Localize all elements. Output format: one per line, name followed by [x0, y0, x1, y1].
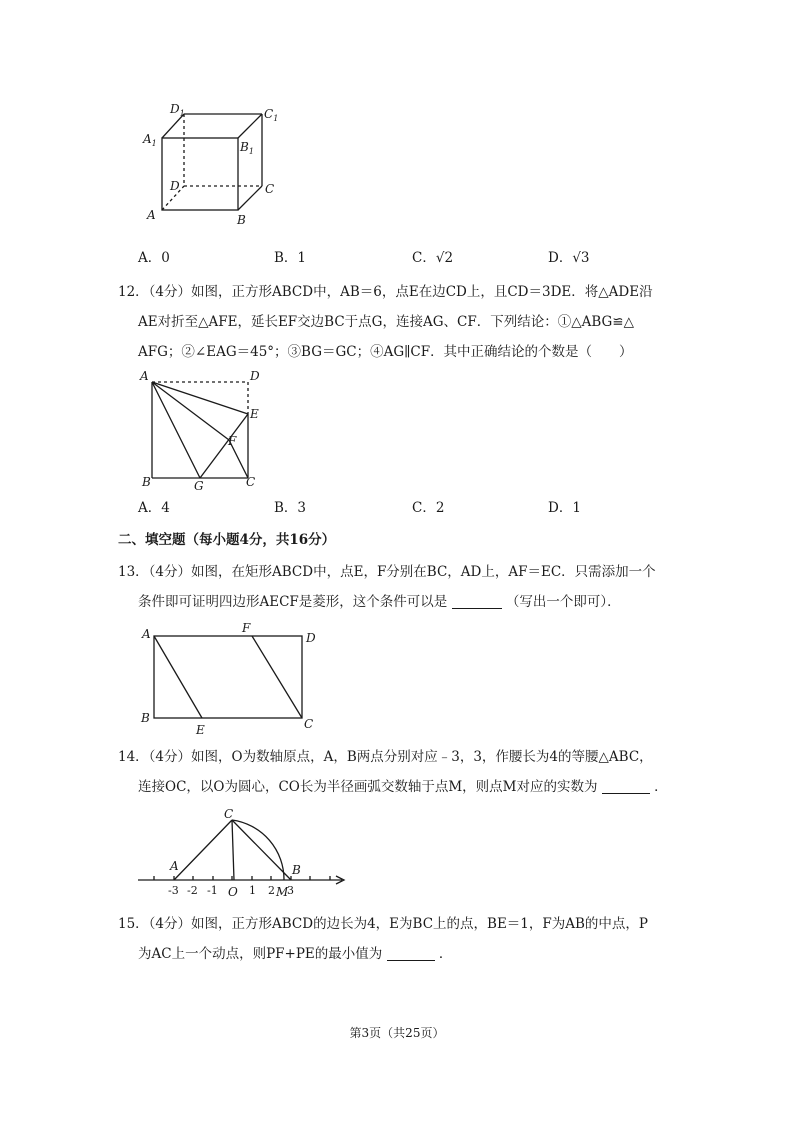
- rectangle-abcd: [154, 636, 302, 718]
- tick-label-minus-2: -2: [187, 884, 198, 897]
- q13-line-1: 13．（4分）如图，在矩形ABCD中，点E，F分别在BC，AD上，AF＝EC．只需添加一个: [118, 564, 656, 580]
- segment-ac: [174, 820, 232, 880]
- tick-label-2: 2: [268, 884, 275, 897]
- label-b: B: [141, 711, 150, 725]
- label-f: F: [242, 621, 251, 635]
- cube-edge-b1c1: [238, 114, 262, 138]
- label-e: E: [196, 723, 205, 737]
- q15-line-2-tail: ．: [438, 946, 453, 962]
- label-c: C: [265, 182, 275, 196]
- cube-edge-bc: [238, 186, 262, 210]
- page-footer: 第3页（共25页）: [349, 1026, 445, 1040]
- tick-label-minus-3: -3: [168, 884, 179, 897]
- label-a: A: [140, 369, 149, 383]
- q14-line-2-tail: ．: [654, 779, 668, 795]
- q12-option-c[interactable]: C．2: [412, 500, 445, 516]
- q13-line-2: [138, 592, 621, 612]
- q14-answer-blank[interactable]: [602, 793, 650, 794]
- label-c: C: [304, 717, 314, 731]
- label-f: F: [228, 434, 237, 448]
- q12-option-b[interactable]: B．3: [274, 500, 307, 516]
- cube-front-face: [162, 138, 238, 210]
- q13-line-2-text: 条件即可证明四边形AECF是菱形，这个条件可以是: [138, 594, 448, 610]
- q12-option-a[interactable]: A．4: [138, 500, 170, 516]
- label-d1: $D_1$: [170, 102, 185, 118]
- q12-line-2: AE对折至△AFE，延长EF交边BC于点G，连接AG、CF．下列结论：①△ABG≌△: [138, 314, 634, 330]
- section-2-heading: 二、填空题（每小题4分，共16分）: [118, 532, 336, 548]
- label-d: D: [170, 179, 180, 193]
- label-b1: $B_1$: [240, 140, 254, 156]
- q11-option-c[interactable]: C．√2: [412, 250, 454, 266]
- label-c1: $C_1$: [264, 107, 279, 123]
- q13-rectangle-figure: [136, 620, 326, 740]
- tick-label-3: 3: [287, 884, 294, 897]
- segment-cb: [232, 820, 291, 880]
- label-d: D: [250, 369, 260, 383]
- q11-option-d[interactable]: D．√3: [548, 250, 590, 266]
- label-o: O: [228, 885, 238, 899]
- q12-option-d[interactable]: D．1: [548, 500, 581, 516]
- q13-answer-blank[interactable]: [452, 608, 502, 609]
- arc-cm: [232, 820, 284, 880]
- segment-af: [152, 382, 229, 440]
- q15-answer-blank[interactable]: [387, 960, 435, 961]
- label-a: A: [147, 208, 156, 222]
- tick-label-1: 1: [249, 884, 256, 897]
- label-b: B: [237, 213, 246, 227]
- q12-line-3: AFG；②∠EAG＝45°；③BG＝GC；④AG∥CF．其中正确结论的个数是（ ）: [138, 344, 633, 360]
- segment-ae: [154, 636, 202, 718]
- q13-line-2-tail: （写出一个即可）．: [505, 594, 621, 610]
- q12-line-1: 12．（4分）如图，正方形ABCD中，AB＝6，点E在边CD上，且CD＝3DE．将△ADE沿: [118, 284, 653, 300]
- label-g: G: [194, 479, 204, 492]
- q15-line-2: [138, 944, 452, 964]
- q11-option-b[interactable]: B．1: [274, 250, 307, 266]
- label-c: C: [224, 807, 234, 821]
- segment-oc: [232, 820, 234, 880]
- segment-ag: [152, 382, 200, 478]
- label-a: A: [170, 859, 179, 873]
- label-a: A: [142, 627, 151, 641]
- label-c: C: [246, 475, 256, 489]
- q12-square-figure: [136, 366, 276, 492]
- q14-line-2: [138, 777, 668, 797]
- q15-line-1: 15．（4分）如图，正方形ABCD的边长为4，E为BC上的点，BE＝1，F为AB的中点，P: [118, 916, 649, 932]
- q15-line-2-text: 为AC上一个动点，则PF+PE的最小值为: [138, 946, 383, 962]
- q14-numberline-figure: [134, 806, 354, 902]
- q14-line-1: 14．（4分）如图，O为数轴原点，A，B两点分别对应﹣3，3，作腰长为4的等腰△ABC，: [118, 749, 653, 765]
- q11-option-a[interactable]: A．0: [138, 250, 170, 266]
- label-e: E: [250, 407, 259, 421]
- q14-line-2-text: 连接OC，以O为圆心，CO长为半径画弧交数轴于点M，则点M对应的实数为: [138, 779, 598, 795]
- label-m: M: [276, 885, 289, 899]
- segment-ae: [152, 382, 248, 414]
- segment-fc: [252, 636, 302, 718]
- label-b: B: [142, 475, 151, 489]
- label-b: B: [292, 863, 301, 877]
- label-d: D: [306, 631, 316, 645]
- q11-cube-figure: [140, 98, 290, 228]
- tick-label-minus-1: -1: [207, 884, 218, 897]
- label-a1: $A_1$: [143, 132, 157, 148]
